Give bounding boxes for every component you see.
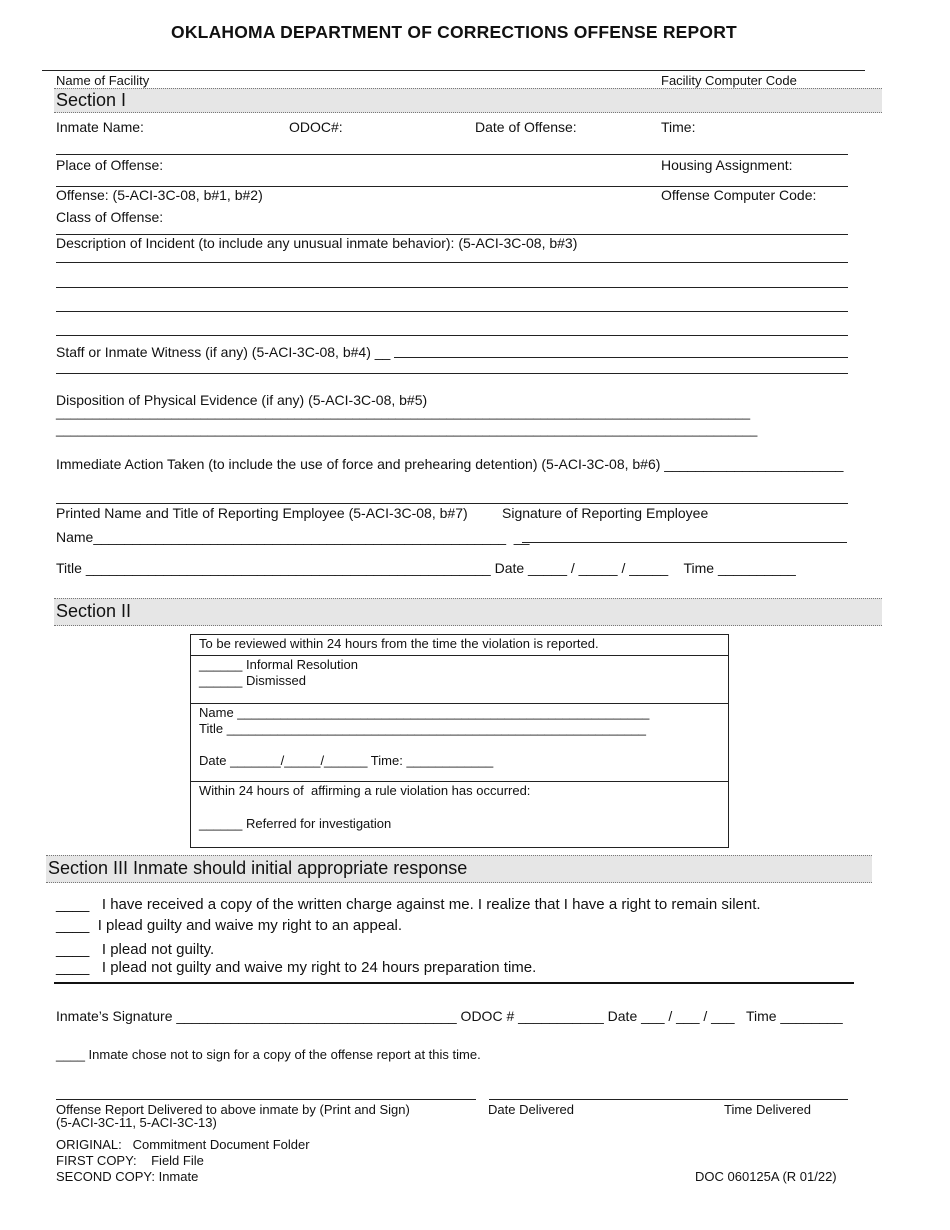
employee-title-date-line: Title ____________________________________________________ Date _____ / _____ / _____ Time __________	[56, 560, 796, 576]
class-of-offense-label: Class of Offense:	[56, 209, 164, 225]
place-of-offense-label: Place of Offense:	[56, 157, 164, 173]
date-of-offense-label: Date of Offense:	[475, 119, 577, 135]
section-3-band	[46, 855, 872, 883]
time-label: Time:	[661, 119, 696, 135]
signature-label: Signature of Reporting Employee	[502, 505, 709, 521]
original-copy-note: ORIGINAL: Commitment Document Folder	[56, 1137, 310, 1152]
offense-code-label: Offense Computer Code:	[661, 187, 817, 203]
within-24-hours-note: Within 24 hours of affirming a rule violation has occurred:	[199, 783, 531, 798]
time-delivered-label: Time Delivered	[724, 1102, 811, 1117]
review-date-line: Date _______/_____/______ Time: ____________	[199, 753, 494, 768]
description-line	[56, 335, 848, 336]
signature-line	[522, 542, 847, 543]
inmate-name-label: Inmate Name:	[56, 119, 144, 135]
witness-label: Staff or Inmate Witness (if any) (5-ACI-3C-08, b#4) __	[56, 344, 391, 360]
review-note: To be reviewed within 24 hours from the time the violation is reported.	[199, 636, 599, 651]
evidence-label: Disposition of Physical Evidence (if any) (5-ACI-3C-08, b#5)	[56, 392, 428, 408]
rule	[56, 154, 848, 155]
box-divider	[191, 781, 728, 782]
rule	[56, 503, 848, 504]
date-delivered-label: Date Delivered	[488, 1102, 574, 1117]
immediate-action-label: Immediate Action Taken (to include the use of force and prehearing detention) (5-ACI-3C-08, b#6) _______________________	[56, 456, 844, 472]
delivered-refs: (5-ACI-3C-11, 5-ACI-3C-13)	[56, 1115, 217, 1130]
dismissed-option: ______ Dismissed	[199, 673, 306, 688]
delivered-by-label: Offense Report Delivered to above inmate by (Print and Sign)	[56, 1102, 410, 1117]
section-3-heading: Section III Inmate should initial appropriate response	[48, 858, 468, 878]
facility-code-label: Facility Computer Code	[661, 73, 797, 88]
odoc-label: ODOC#:	[289, 119, 343, 135]
second-copy-note: SECOND COPY: Inmate	[56, 1169, 199, 1184]
reviewer-name-line: Name _________________________________________________________	[199, 705, 650, 720]
description-line	[56, 287, 848, 288]
response-option-not-guilty-waive: ____ I plead not guilty and waive my right to 24 hours preparation time.	[56, 959, 537, 976]
box-divider	[191, 703, 728, 704]
inmate-signature-line: Inmate’s Signature ____________________________________ ODOC # ___________ Date ___ / ___ / ___ Time ________	[56, 1008, 843, 1024]
date-time-delivered-line	[489, 1099, 848, 1100]
facility-name-label: Name of Facility	[56, 73, 150, 88]
description-label: Description of Incident (to include any unusual inmate behavior): (5-ACI-3C-08, b#3)	[56, 235, 578, 251]
printed-name-label: Printed Name and Title of Reporting Employee (5-ACI-3C-08, b#7)	[56, 505, 468, 521]
form-id: DOC 060125A (R 01/22)	[695, 1169, 837, 1184]
form-title: OKLAHOMA DEPARTMENT OF CORRECTIONS OFFENSE REPORT	[171, 22, 737, 42]
evidence-line-2: _________________________________________________________________________________________________	[56, 422, 758, 437]
rule	[56, 373, 848, 374]
evidence-line-1: ________________________________________________________________________________________________	[56, 405, 751, 420]
section-2-heading: Section II	[56, 601, 132, 621]
review-box	[190, 634, 729, 848]
box-divider	[191, 655, 728, 656]
employee-name-line: Name_____________________________________________________ __	[56, 529, 530, 545]
section-2-band	[54, 598, 882, 626]
witness-line	[394, 357, 848, 358]
response-option-plead-guilty: ____ I plead guilty and waive my right to an appeal.	[56, 917, 403, 934]
description-line	[56, 262, 848, 263]
response-option-copy-received: ____ I have received a copy of the written charge against me. I realize that I have a right to remain silent.	[56, 896, 761, 913]
section-1-heading: Section I	[56, 90, 127, 110]
housing-assignment-label: Housing Assignment:	[661, 157, 793, 173]
section-1-band	[54, 88, 882, 113]
informal-resolution-option: ______ Informal Resolution	[199, 657, 358, 672]
response-option-not-guilty: ____ I plead not guilty.	[56, 941, 215, 958]
section-3-rule	[54, 982, 854, 984]
description-line	[56, 311, 848, 312]
first-copy-note: FIRST COPY: Field File	[56, 1153, 204, 1168]
reviewer-title-line: Title __________________________________________________________	[199, 721, 647, 736]
header-rule	[42, 70, 865, 71]
chose-not-to-sign-option: ____ Inmate chose not to sign for a copy of the offense report at this time.	[56, 1047, 481, 1062]
delivered-by-line	[56, 1099, 476, 1100]
offense-label: Offense: (5-ACI-3C-08, b#1, b#2)	[56, 187, 263, 203]
referred-option: ______ Referred for investigation	[199, 816, 392, 831]
